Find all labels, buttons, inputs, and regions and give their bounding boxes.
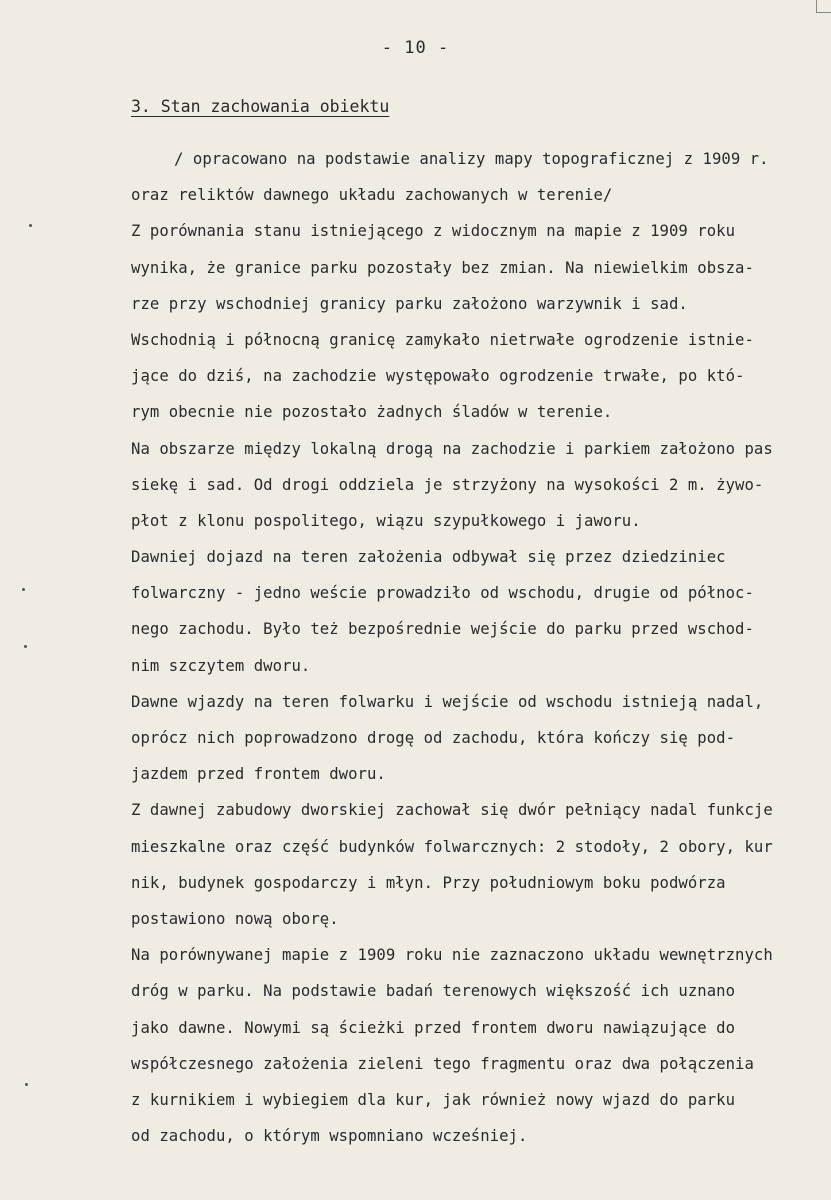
text-line: folwarczny - jedno weście prowadziło od wschodu, drugie od północ- bbox=[131, 584, 754, 603]
margin-dot bbox=[24, 645, 27, 648]
text-line: z kurnikiem i wybiegiem dla kur, jak również nowy wjazd do parku bbox=[131, 1090, 736, 1109]
text-line: postawiono nową oborę. bbox=[131, 909, 339, 928]
text-line: wynika, że granice parku pozostały bez zmian. Na niewielkim obsza- bbox=[131, 258, 754, 277]
text-line: Z dawnej zabudowy dworskiej zachował się dwór pełniący nadal funkcje bbox=[131, 801, 773, 820]
text-line: płot z klonu pospolitego, wiązu szypułkowego i jaworu. bbox=[131, 511, 641, 530]
margin-dot bbox=[29, 224, 32, 227]
text-line: mieszkalne oraz część budynków folwarcznych: 2 stodoły, 2 obory, kur bbox=[131, 837, 773, 856]
margin-dot bbox=[22, 588, 25, 591]
section-heading: 3. Stan zachowania obiektu bbox=[131, 97, 390, 116]
text-line: oraz reliktów dawnego układu zachowanych w terenie/ bbox=[131, 186, 613, 205]
text-line: nego zachodu. Było też bezpośrednie wejście do parku przed wschod- bbox=[131, 620, 754, 639]
page-corner-mark bbox=[816, 0, 831, 13]
text-line: współczesnego założenia zieleni tego fragmentu oraz dwa połączenia bbox=[131, 1054, 754, 1073]
text-line: od zachodu, o którym wspomniano wcześniej. bbox=[131, 1127, 528, 1146]
text-line: Dawniej dojazd na teren założenia odbywał się przez dziedziniec bbox=[131, 548, 726, 567]
text-line: siekę i sad. Od drogi oddziela je strzyżony na wysokości 2 m. żywo- bbox=[131, 475, 764, 494]
text-line: rze przy wschodniej granicy parku założono warzywnik i sad. bbox=[131, 294, 688, 313]
body-text bbox=[131, 141, 773, 1154]
text-line: oprócz nich poprowadzono drogę od zachodu, która kończy się pod- bbox=[131, 729, 736, 747]
text-line: Dawne wjazdy na teren folwarku i wejście od wschodu istnieją nadal, bbox=[131, 692, 764, 711]
text-line: Na porównywanej mapie z 1909 roku nie zaznaczono układu wewnętrznych bbox=[131, 946, 773, 965]
text-line: rym obecnie nie pozostało żadnych śladów w terenie. bbox=[131, 403, 613, 422]
text-line: Na obszarze między lokalną drogą na zachodzie i parkiem założono pas bbox=[131, 439, 773, 458]
text-line: jące do dziś, na zachodzie występowało ogrodzenie trwałe, po któ- bbox=[131, 367, 745, 386]
text-line: nim szczytem dworu. bbox=[131, 656, 311, 675]
text-line: Wschodnią i północną granicę zamykało nietrwałe ogrodzenie istnie- bbox=[131, 330, 754, 349]
page-number: - 10 - bbox=[381, 38, 450, 58]
text-line: Z porównania stanu istniejącego z widocznym na mapie z 1909 roku bbox=[131, 222, 736, 241]
text-line: dróg w parku. Na podstawie badań terenowych większość ich uznano bbox=[131, 982, 736, 1001]
text-line: / opracowano na podstawie analizy mapy topograficznej z 1909 r. bbox=[174, 150, 769, 168]
margin-dot bbox=[25, 1083, 28, 1086]
text-line: jako dawne. Nowymi są ścieżki przed frontem dworu nawiązujące do bbox=[131, 1018, 736, 1037]
text-line: jazdem przed frontem dworu. bbox=[131, 765, 386, 784]
text-line: nik, budynek gospodarczy i młyn. Przy południowym boku podwórza bbox=[131, 873, 726, 892]
